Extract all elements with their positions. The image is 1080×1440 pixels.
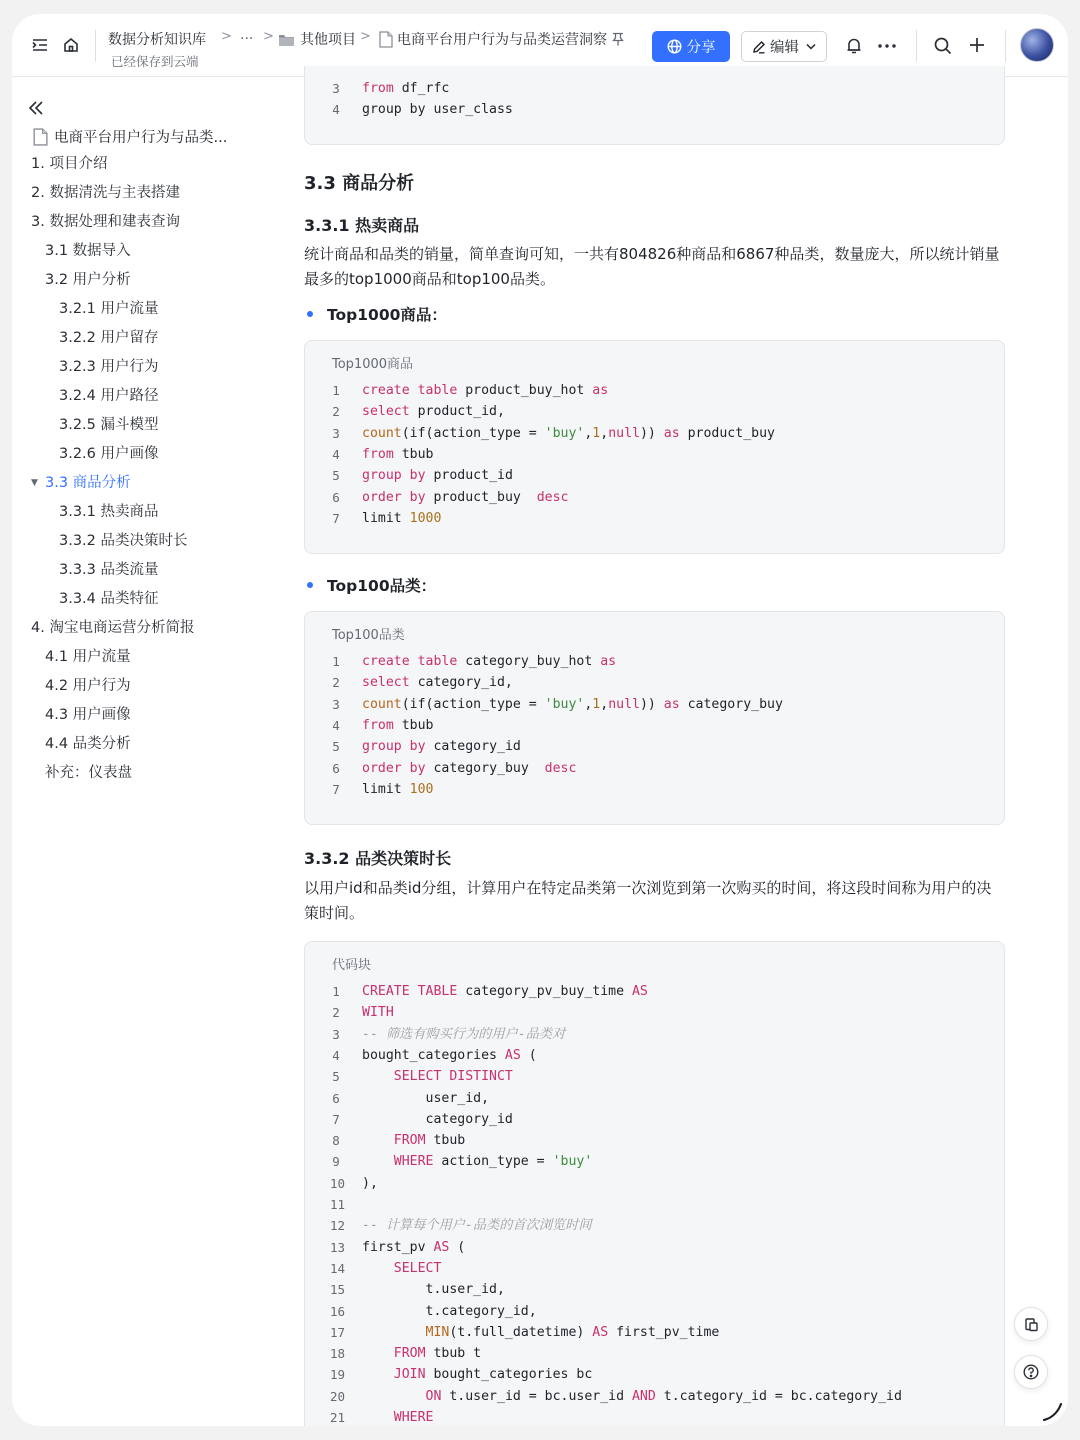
outline-sidebar [12,78,282,1426]
line-number: 20 [330,1388,346,1404]
code-block-top100[interactable] [304,611,1005,825]
code-line [305,423,1005,444]
sidebar-item-label: 3.2.6 用户画像 [59,446,159,462]
sidebar-item[interactable] [45,734,131,754]
globe-icon [667,39,682,54]
sidebar-item-label: 3.2.1 用户流量 [59,301,159,317]
home-icon[interactable] [63,37,79,53]
code-block-decision-time[interactable] [304,941,1005,1426]
header-divider [95,30,96,62]
code-line [305,508,1005,529]
sidebar-item[interactable] [59,357,159,377]
code-block-previous[interactable] [304,66,1005,145]
header-divider [916,30,917,62]
header-divider [1005,30,1006,62]
breadcrumb-label: 电商平台用户行为与品类运营洞察 [397,32,607,48]
code-line [305,779,1005,800]
code-block-top1000[interactable] [304,340,1005,554]
line-number: 1 [332,984,340,999]
help-icon [1023,1364,1039,1380]
sidebar-item[interactable] [59,531,188,551]
sidebar-item-label: 3.2.5 漏斗模型 [59,417,159,433]
line-number: 2 [332,1005,340,1021]
code-line [305,1109,1005,1130]
code-text: FROM tbub t [393,1346,482,1362]
code-line [305,1258,1005,1279]
breadcrumb-label: 其他项目 [300,32,356,48]
line-number: 13 [330,1239,346,1255]
clipboard-icon [1024,1317,1039,1332]
code-text: from tbub [362,446,434,462]
code-line [305,651,1005,672]
code-text: -- 计算每个用户-品类的首次浏览时间 [362,1218,592,1234]
line-number: 1 [332,383,340,398]
plus-icon[interactable] [969,37,985,53]
sidebar-item-label: 3.2.4 用户路径 [59,388,159,404]
code-text: order by category_buy desc [362,760,577,776]
doc-title-label: 电商平台用户行为与品类... [54,130,228,146]
code-line [305,1194,1005,1215]
code-line [305,1088,1005,1109]
pencil-icon [752,40,766,54]
code-text: create table category_buy_hot as [362,654,617,669]
code-text: select category_id, [362,675,513,691]
sidebar-item-label: 3.3.2 品类决策时长 [59,533,188,549]
document-icon [378,31,393,48]
breadcrumb-current-doc[interactable] [378,29,607,49]
code-line [305,981,1005,1002]
line-number: 3 [332,1026,340,1042]
edit-label: 编辑 [770,40,799,56]
code-text: category_id [362,1111,513,1127]
breadcrumb-other-projects[interactable] [278,29,356,49]
line-number: 19 [330,1367,346,1383]
sidebar-item-label: 3.3.1 热卖商品 [59,504,159,520]
sidebar-item-label: 3.3.4 品类特征 [59,591,159,607]
document-icon [32,128,48,146]
sidebar-item-label: 4.1 用户流量 [45,649,131,665]
code-text: group by category_id [362,739,521,755]
sidebar-item[interactable] [45,270,131,290]
line-number: 4 [332,446,340,462]
code-line [305,1364,1005,1385]
code-text: WHERE action_type = 'buy' [393,1154,593,1170]
sidebar-item-label: 3.3.3 品类流量 [59,562,159,578]
line-number: 6 [332,1090,340,1106]
outline-doc-title[interactable] [32,126,227,147]
code-text: JOIN bought_categories bc [393,1367,593,1383]
sidebar-item[interactable] [31,473,131,493]
code-text: group by product_id [362,468,513,484]
code-line [305,1151,1005,1172]
code-text: t.user_id, [362,1282,505,1298]
line-number: 1 [332,654,340,669]
bullet-dot [307,582,313,588]
line-number: 18 [330,1346,346,1362]
more-icon[interactable] [878,44,896,48]
code-text: user_id, [362,1090,490,1106]
code-line [305,736,1005,757]
line-number: 5 [332,468,340,484]
code-line [305,380,1005,401]
sidebar-item-label: 4.4 品类分析 [45,736,131,752]
share-label: 分享 [686,40,716,56]
sidebar-item[interactable] [45,763,132,783]
sidebar-item[interactable] [59,589,159,609]
bullet-top1000 [304,303,447,325]
code-text: create table product_buy_hot as [362,383,609,398]
edit-button[interactable] [741,31,827,62]
paragraph-decision-time: 以用户id和品类id分组，计算用户在特定品类第一次浏览到第一次购买的时间，将这段时间称为用户的决策时间。 [304,879,992,922]
heading-hot-products: 3.3.1 热卖商品 [304,216,420,235]
sidebar-item[interactable] [59,560,159,580]
line-number: 4 [332,717,340,733]
code-line [305,1279,1005,1300]
line-number: 7 [332,1111,340,1127]
code-text: select product_id, [362,404,505,420]
code-line [305,1386,1005,1407]
code-line [305,1066,1005,1087]
help-floating-button[interactable] [1014,1355,1048,1389]
code-line [305,487,1005,508]
code-line [305,401,1005,422]
code-text: ), [362,1175,378,1191]
line-number: 11 [330,1197,346,1212]
line-number: 4 [332,102,340,118]
heading-goods-analysis: 3.3 商品分析 [304,173,415,194]
code-text: first_pv AS ( [362,1239,466,1255]
collapse-sidebar-icon[interactable] [28,100,44,119]
line-number: 6 [332,489,340,505]
sidebar-item-label: 3. 数据处理和建表查询 [31,214,180,230]
code-line [305,444,1005,465]
code-text: count(if(action_type = 'buy',1,null)) as product_buy [362,425,775,441]
sidebar-item[interactable] [59,299,159,319]
sidebar-item[interactable] [59,502,159,522]
code-line [305,78,1005,99]
bullet-top100 [304,574,436,596]
code-line [305,1024,1005,1045]
code-line [305,1237,1005,1258]
breadcrumb-separator: > [360,29,371,44]
sidebar-item[interactable] [59,386,159,406]
sidebar-item-label: 1. 项目介绍 [31,156,108,172]
line-number: 9 [332,1154,340,1170]
code-text: SELECT [393,1260,442,1276]
copy-floating-button[interactable] [1014,1307,1048,1341]
sidebar-item-label: 4.3 用户画像 [45,707,131,723]
sidebar-item-label: 2. 数据清洗与主表搭建 [31,185,180,201]
bullet-label: Top100品类： [327,577,437,595]
sidebar-item[interactable] [31,183,180,203]
code-text: limit 1000 [362,510,442,526]
line-number: 7 [332,510,340,526]
app-window [12,14,1068,1426]
code-text: from tbub [362,717,434,733]
sidebar-item[interactable] [31,212,180,232]
code-line [305,672,1005,693]
code-line [305,715,1005,736]
bullet-dot [307,311,313,317]
sidebar-item-label: 3.3 商品分析 [45,475,131,491]
sidebar-item[interactable] [31,618,194,638]
sidebar-item[interactable] [59,415,159,435]
code-line [305,1173,1005,1194]
code-line [305,1407,1005,1426]
code-line [305,99,1005,120]
code-block-title: 代码块 [332,958,372,973]
share-button[interactable] [652,31,730,62]
code-line [305,1215,1005,1236]
code-block-title: Top100品类 [332,628,405,643]
line-number: 14 [330,1260,346,1276]
resize-handle-icon[interactable] [1042,1402,1064,1426]
line-number: 5 [332,1069,340,1085]
breadcrumb-separator: > [263,29,274,44]
outline-toggle-icon[interactable] [32,38,48,52]
line-number: 17 [330,1324,346,1340]
line-number: 12 [330,1218,346,1234]
sidebar-item-label: 3.2 用户分析 [45,272,131,288]
sidebar-item[interactable] [31,154,107,174]
line-number: 2 [332,404,340,420]
line-number: 2 [332,675,340,691]
line-number: 21 [330,1410,346,1425]
sidebar-item-label: 4.2 用户行为 [45,678,131,694]
line-number: 15 [330,1282,346,1298]
line-number: 16 [330,1303,346,1319]
sidebar-item-label: 补充：仪表盘 [45,765,132,781]
line-number: 4 [332,1047,340,1063]
line-number: 6 [332,760,340,776]
caret-down-icon[interactable]: ▼ [31,478,38,488]
bullet-label: Top1000商品： [327,306,447,324]
code-text: limit 100 [362,781,434,797]
code-line [305,758,1005,779]
line-number: 7 [332,781,340,797]
chevron-down-icon [806,43,816,50]
code-line [305,465,1005,486]
search-icon[interactable] [934,37,952,55]
code-line [305,1045,1005,1066]
line-number: 10 [330,1175,346,1191]
code-line [305,1322,1005,1343]
paragraph-hot-products: 统计商品和品类的销量，简单查询可知，一共有804826种商品和6867种品类，数量庞大，所以统计销量最多的top1000商品和top100品类。 [304,245,1000,288]
code-text: MIN(t.full_datetime) AS first_pv_time [425,1324,720,1340]
sidebar-item[interactable] [59,444,159,464]
code-block-title: Top1000商品 [332,357,414,372]
code-text: group by user_class [362,102,513,118]
heading-decision-time: 3.3.2 品类决策时长 [304,849,452,868]
code-text: order by product_buy desc [362,489,569,505]
sidebar-item-label: 3.2.2 用户留存 [59,330,159,346]
sidebar-item-label: 3.2.3 用户行为 [59,359,159,375]
avatar[interactable] [1020,28,1054,62]
line-number: 8 [332,1133,340,1149]
folder-icon [278,32,295,47]
sidebar-item[interactable] [45,676,131,696]
sidebar-item[interactable] [45,647,131,667]
sidebar-item[interactable] [45,705,131,725]
code-text: bought_categories AS ( [362,1047,537,1063]
code-text: CREATE TABLE category_pv_buy_time AS [362,984,648,999]
breadcrumb-knowledge-base[interactable]: 数据分析知识库 [108,32,206,48]
line-number: 5 [332,739,340,755]
line-number: 3 [332,696,340,712]
sidebar-item-label: 3.1 数据导入 [45,243,131,259]
code-line [305,1130,1005,1151]
breadcrumb-separator: > [221,29,232,44]
code-line [305,1002,1005,1023]
code-line [305,1343,1005,1364]
code-text: WHERE [393,1410,434,1425]
code-text: count(if(action_type = 'buy',1,null)) as category_buy [362,696,783,712]
code-text: ON t.user_id = bc.user_id AND t.category_id = bc.category_id [425,1388,902,1404]
sidebar-item-label: 4. 淘宝电商运营分析简报 [31,620,195,636]
code-text: FROM tbub [393,1133,466,1149]
breadcrumb-ellipsis[interactable]: ··· [240,31,254,47]
bell-icon[interactable] [846,37,862,55]
line-number: 3 [332,425,340,441]
code-text: WITH [362,1005,394,1021]
code-text: from df_rfc [362,81,450,96]
code-text: t.category_id, [362,1303,537,1319]
code-text: SELECT DISTINCT [393,1069,513,1085]
code-text: -- 筛选有购买行为的用户-品类对 [362,1026,566,1042]
code-line [305,694,1005,715]
sidebar-item[interactable] [59,328,159,348]
line-number: 3 [332,81,340,96]
code-line [305,1301,1005,1322]
save-status: 已经保存到云端 [111,54,199,69]
pin-icon[interactable] [612,32,624,46]
sidebar-item[interactable] [45,241,131,261]
